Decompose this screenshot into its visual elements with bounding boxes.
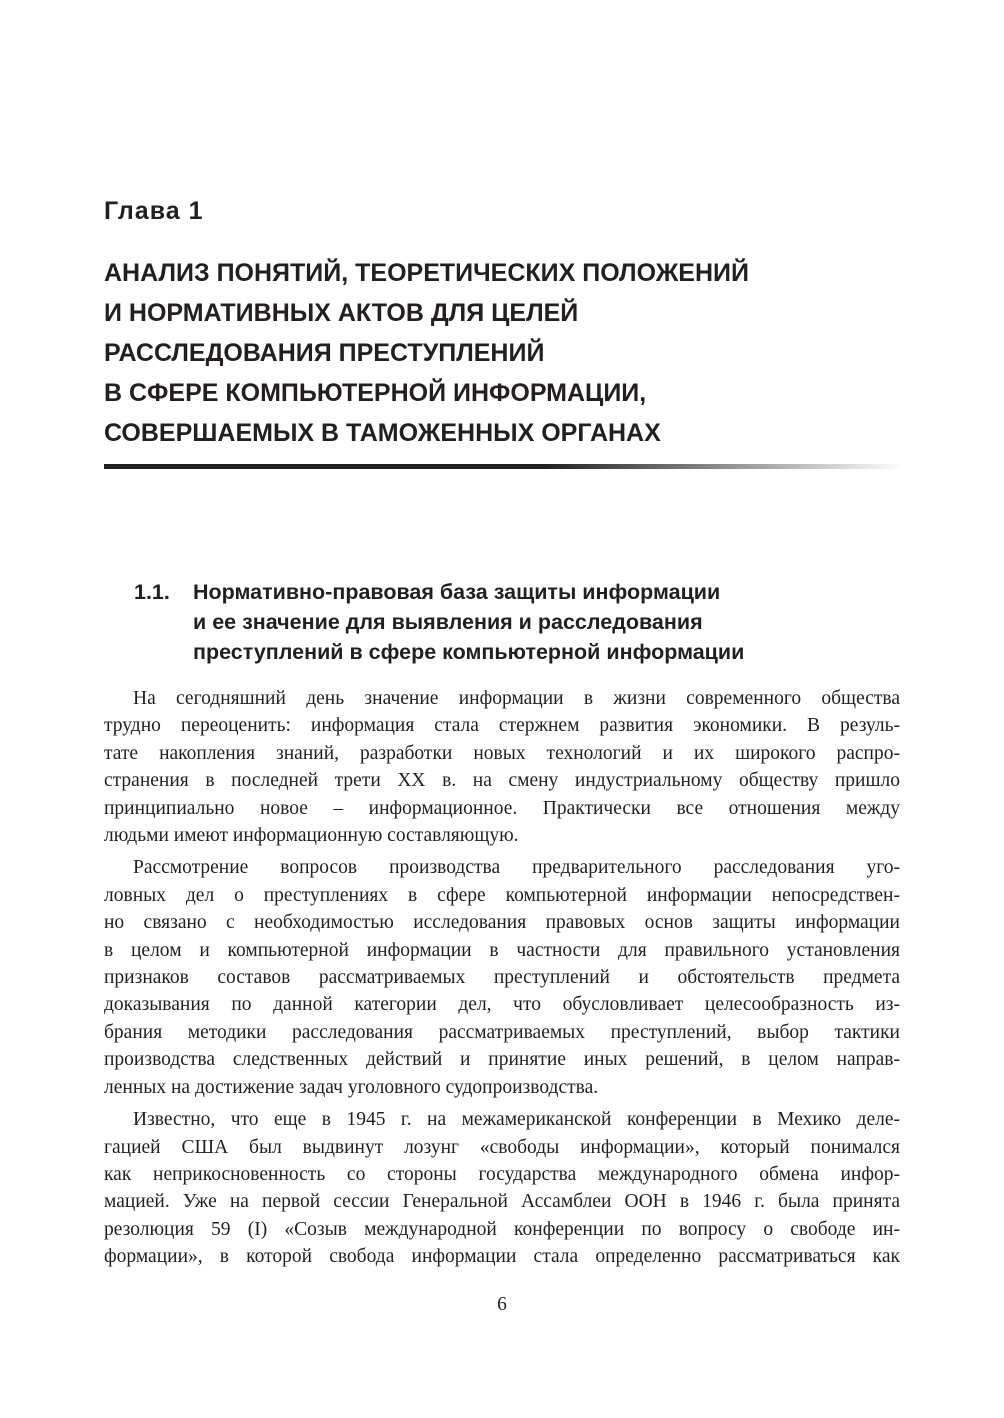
chapter-title-line: СОВЕРШАЕМЫХ В ТАМОЖЕННЫХ ОРГАНАХ [104,419,661,447]
text-line: странения в последней трети XX в. на смену индустриальному обществу пришло [104,770,900,792]
text-line: людьми имеют информационную составляющую. [104,825,519,847]
chapter-title [104,253,964,453]
paragraph [104,1106,900,1270]
body-text [104,685,900,1276]
chapter-label: Глава 1 [104,197,204,225]
text-line: но связано с необходимостью исследования правовых основ защиты информации [104,912,900,934]
text-line: Известно, что еще в 1945 г. на межамериканской конференции в Мехико деле- [133,1109,900,1131]
text-line: трудно переоценить: информация стала стержнем развития экономики. В резуль- [104,715,900,737]
chapter-divider [104,464,904,469]
chapter-title-line: В СФЕРЕ КОМПЬЮТЕРНОЙ ИНФОРМАЦИИ, [104,379,647,407]
section-title [193,577,914,667]
text-line: как неприкосновенность со стороны государства международного обмена инфор- [104,1163,900,1185]
text-line: резолюция 59 (I) «Созыв международной конференции по вопросу о свободе ин- [104,1218,900,1240]
paragraph [104,854,900,1101]
text-line: ловных дел о преступлениях в сфере компьютерной информации непосредствен- [104,884,900,906]
chapter-title-line: РАССЛЕДОВАНИЯ ПРЕСТУПЛЕНИЙ [104,339,545,367]
text-line: ленных на достижение задач уголовного судопроизводства. [104,1076,599,1098]
chapter-title-line: И НОРМАТИВНЫХ АКТОВ ДЛЯ ЦЕЛЕЙ [104,299,579,327]
text-line: принципиально новое – информационное. Практически все отношения между [104,797,900,819]
text-line: На сегодняшний день значение информации в жизни современного общества [133,688,900,709]
section-title-line: и ее значение для выявления и расследования [193,610,703,634]
text-line: формации», в которой свобода информации стала определенно рассматриваться как [104,1246,900,1268]
text-line: мацией. Уже на первой сессии Генеральной Ассамблеи ООН в 1946 г. была принята [104,1191,900,1213]
text-line: в целом и компьютерной информации в частности для правильного установления [104,939,900,961]
section-number: 1.1. [134,580,170,604]
section-title-line: преступлений в сфере компьютерной информации [193,640,745,664]
chapter-title-line: АНАЛИЗ ПОНЯТИЙ, ТЕОРЕТИЧЕСКИХ ПОЛОЖЕНИЙ [104,259,749,287]
paragraph [104,685,900,849]
text-line: брания методики расследования рассматриваемых преступлений, выбор тактики [104,1021,900,1043]
section-title-line: Нормативно-правовая база защиты информации [193,580,721,604]
text-line: Рассмотрение вопросов производства предварительного расследования уго- [133,857,900,879]
text-line: гацией США был выдвинут лозунг «свободы информации», который понимался [104,1136,900,1158]
page-number: 6 [497,1294,507,1315]
section-heading [134,577,914,667]
text-line: признаков составов рассматриваемых преступлений и обстоятельств предмета [104,967,900,989]
text-line: производства следственных действий и принятие иных решений, в целом направ- [104,1049,900,1071]
text-line: тате накопления знаний, разработки новых технологий и их широкого распро- [104,742,900,764]
text-line: доказывания по данной категории дел, что обусловливает целесообразность из- [104,994,900,1016]
